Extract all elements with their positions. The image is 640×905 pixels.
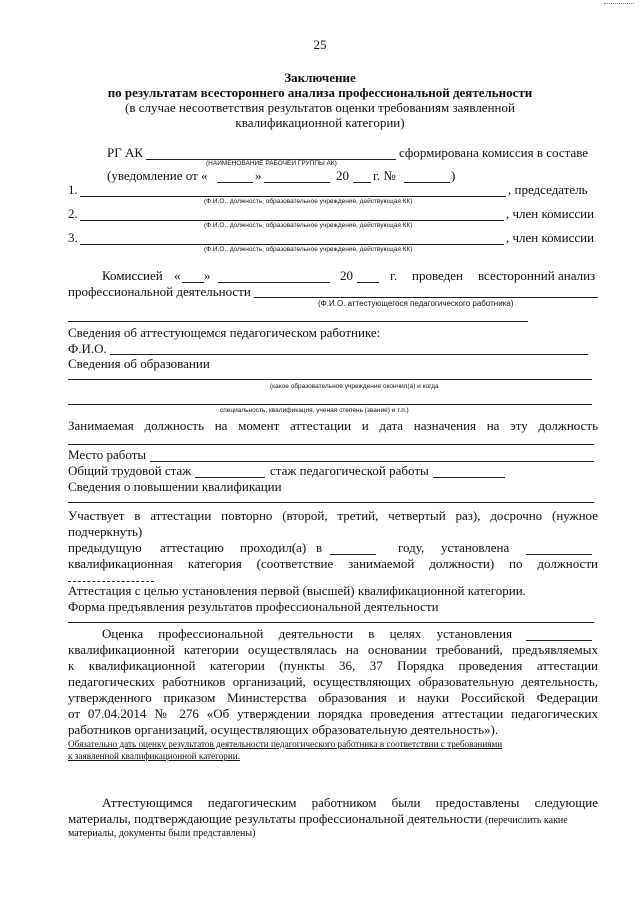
member-1-caption: (Ф.И.О., должность, образовательное учреждение, действующая КК) [204, 198, 413, 205]
commission-caption: (Ф.И.О. аттестующегося педагогического работника) [318, 299, 514, 308]
education-caption-2: специальность, квалификация, ученая степень (звание) и т.п.) [220, 407, 409, 414]
category-position-field[interactable] [68, 581, 154, 582]
materials-line-2-main: материалы, подтверждающие результаты профессиональной деятельности [68, 811, 482, 826]
education-caption-1: (какое образовательное учреждение окончил(а) и когда [270, 383, 439, 390]
ped-experience-field[interactable] [433, 477, 505, 478]
commission-word-8: анализ [558, 268, 596, 283]
divider-line [68, 321, 528, 322]
notice-year-prefix: 20 [336, 168, 349, 183]
position-field[interactable] [68, 444, 594, 445]
info-heading: Сведения об аттестующемся педагогическом работнике: [68, 325, 381, 340]
member-1-role: , председатель [508, 182, 588, 197]
purpose-line: Аттестация с целью установления первой (высшей) квалификационной категории. [68, 583, 526, 598]
assessment-line-3: к квалификационной категории (пункты 36, 37 Порядка проведения аттестации [68, 658, 598, 673]
member-3-role: , член комиссии [506, 230, 595, 245]
experience-field[interactable] [195, 477, 265, 478]
experience-label: Общий трудовой стаж [68, 463, 192, 478]
participates-line-2: подчеркнуть) [68, 524, 143, 539]
prev-year-field[interactable] [330, 554, 376, 555]
rg-caption: (НАИМЕНОВАНИЕ РАБОЧЕЙ ГРУППЫ АК) [206, 160, 337, 167]
commission-word-3: » [204, 268, 211, 283]
qualification-label: Сведения о повышении квалификации [68, 479, 282, 494]
position-line: Занимаемая должность на момент аттестации и дата назначения на эту должность [68, 418, 598, 433]
notice-end: ) [451, 168, 456, 183]
fio-field[interactable] [110, 354, 588, 355]
assessment-line-7: работников организаций, осуществляющих образовательную деятельность»). [68, 722, 499, 737]
attestee-name-field[interactable] [254, 297, 598, 298]
commission-day-field[interactable] [182, 282, 204, 283]
prev-word-3: проходил(а) [240, 540, 307, 555]
member-1-number: 1. [68, 182, 78, 197]
ped-experience-label: стаж педагогической работы [270, 463, 429, 478]
education-field-2[interactable] [68, 404, 592, 405]
member-2-role: , член комиссии [506, 206, 595, 221]
commission-word-7: всесторонний [478, 268, 555, 283]
mandatory-note-2: к заявленной квалификационной категории. [68, 751, 241, 761]
commission-word-5: г. [390, 268, 398, 283]
page-title: Заключение [284, 70, 356, 85]
workplace-label: Место работы [68, 447, 147, 462]
assessment-line-4: педагогических работников организаций, осуществляющих образовательную деятельность, [68, 674, 598, 689]
workplace-field[interactable] [150, 461, 594, 462]
notice-day-field[interactable] [217, 182, 253, 183]
member-1-field[interactable] [80, 196, 506, 197]
notice-month-field[interactable] [264, 182, 330, 183]
form-field[interactable] [68, 622, 594, 623]
education-field-1[interactable] [68, 379, 592, 380]
materials-line-2-note: (перечислить какие [485, 815, 568, 826]
commission-word-2: « [174, 268, 181, 283]
materials-line-2 [68, 811, 568, 827]
commission-month-field[interactable] [218, 282, 330, 283]
member-3-number: 3. [68, 230, 78, 245]
notice-prefix: (уведомление от « [107, 168, 208, 183]
category-line: квалификационная категория (соответствие занимаемой должности) по должности [68, 556, 598, 571]
form-line: Форма предъявления результатов профессиональной деятельности [68, 599, 439, 614]
rg-suffix: сформирована комиссия в составе [399, 145, 589, 160]
notice-number-label: г. № [373, 168, 396, 183]
scan-corner-mark [604, 3, 634, 4]
commission-word-6: проведен [412, 268, 463, 283]
member-2-field[interactable] [80, 220, 504, 221]
assessment-line-6: от 07.04.2014 № 276 «Об утверждении порядка проведения аттестации педагогических [68, 706, 598, 721]
materials-line-1: Аттестующимся педагогическим работником были предоставлены следующие [102, 795, 598, 810]
commission-word-4: 20 [340, 268, 353, 283]
education-label: Сведения об образовании [68, 356, 210, 371]
commission-year-field[interactable] [357, 282, 379, 283]
notice-year-field[interactable] [353, 182, 371, 183]
member-2-number: 2. [68, 206, 78, 221]
prev-word-1: предыдущую [68, 540, 142, 555]
prev-word-6: установлена [441, 540, 510, 555]
prev-word-2: аттестацию [160, 540, 224, 555]
member-2-caption: (Ф.И.О., должность, образовательное учреждение, действующая КК) [204, 222, 413, 229]
rg-prefix: РГ АК [107, 145, 144, 160]
page-subtitle-condition-2: квалификационной категории) [235, 115, 405, 130]
assessment-line-2: квалификационной категории осуществлялась на основании требований, предъявляемых [68, 642, 598, 657]
notice-quote: » [255, 168, 262, 183]
mandatory-note-1: Обязательно дать оценку результатов деятельности педагогического работника в соответствии с требованиями [68, 739, 503, 749]
participates-line-1: Участвует в аттестации повторно (второй, третий, четвертый раз), досрочно (нужное [68, 508, 598, 523]
assessment-line-1: Оценка профессиональной деятельности в целях установления [102, 626, 513, 641]
prev-category-field[interactable] [526, 554, 592, 555]
assessment-category-field[interactable] [526, 640, 592, 641]
fio-label: Ф.И.О. [68, 341, 107, 356]
notice-number-field[interactable] [404, 182, 450, 183]
page-number: 25 [313, 37, 327, 52]
commission-word-1: Комиссией [102, 268, 163, 283]
materials-line-3: материалы, документы были представлены) [68, 828, 256, 839]
page-subtitle-condition-1: (в случае несоответствия результатов оценки требованиям заявленной [125, 100, 515, 115]
member-3-caption: (Ф.И.О., должность, образовательное учреждение, действующая КК) [204, 246, 413, 253]
member-3-field[interactable] [80, 244, 504, 245]
commission-line-2: профессиональной деятельности [68, 284, 251, 299]
assessment-line-5: утвержденного приказом Министерства образования и науки Российской Федерации [68, 690, 598, 705]
page-subtitle: по результатам всестороннего анализа профессиональной деятельности [107, 85, 533, 100]
prev-word-4: в [316, 540, 323, 555]
prev-word-5: году, [398, 540, 425, 555]
qualification-field[interactable] [68, 502, 594, 503]
